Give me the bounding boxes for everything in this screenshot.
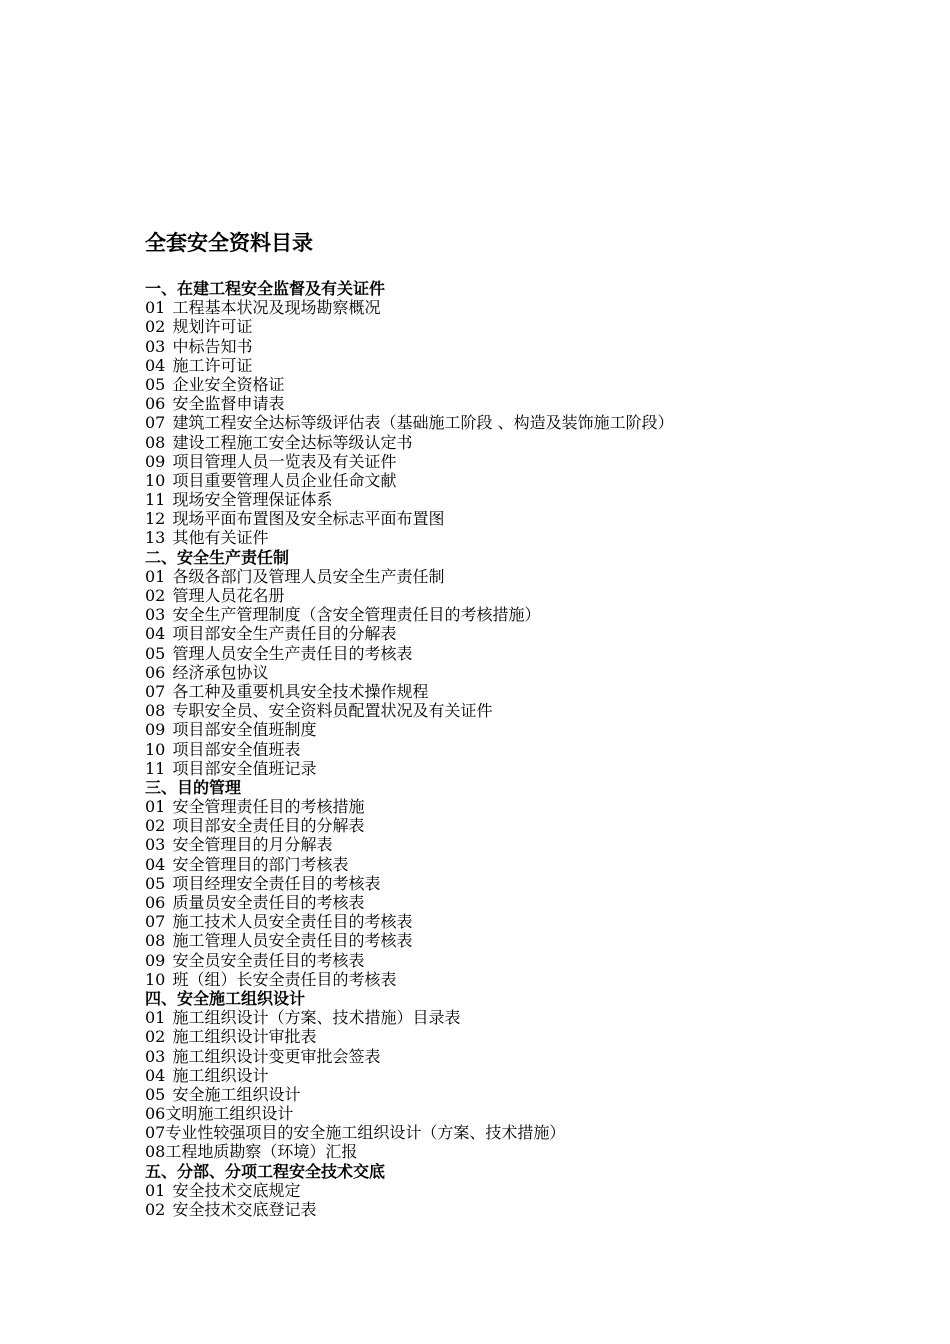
list-item	[145, 433, 905, 452]
item-number: 01	[145, 797, 166, 817]
item-number: 03	[145, 336, 166, 356]
list-item	[145, 874, 905, 893]
item-number: 03	[145, 1046, 166, 1066]
item-text: 安全生产管理制度（含安全管理责任目的考核措施）	[172, 605, 541, 625]
item-number: 05	[145, 643, 166, 663]
item-text: 质量员安全责任目的考核表	[172, 893, 365, 912]
list-item	[145, 663, 905, 682]
section-heading: 一、在建工程安全监督及有关证件	[145, 279, 386, 298]
item-text: 项目部安全值班表	[172, 739, 301, 759]
item-number: 04	[145, 1065, 166, 1085]
item-text: 专业性较强项目的安全施工组织设计（方案、技术措施）	[165, 1123, 566, 1143]
toc-section	[145, 279, 905, 548]
item-number: 12	[145, 509, 166, 529]
item-number: 03	[145, 835, 166, 855]
toc-section	[145, 1162, 905, 1220]
item-text: 管理人员安全生产责任目的考核表	[172, 643, 413, 663]
item-text: 安全技术交底规定	[172, 1180, 301, 1200]
item-text: 项目部安全责任目的分解表	[172, 816, 365, 836]
item-number: 01	[145, 298, 166, 318]
item-number: 01	[145, 1008, 166, 1028]
list-item	[145, 452, 905, 471]
item-text: 项目经理安全责任目的考核表	[172, 873, 381, 893]
list-item	[145, 797, 905, 816]
item-text: 安全技术交底登记表	[172, 1200, 317, 1219]
item-number: 07	[145, 681, 166, 701]
item-number: 10	[145, 470, 166, 490]
item-text: 建筑工程安全达标等级评估表（基础施工阶段 、构造及装饰施工阶段）	[172, 413, 674, 433]
item-text: 施工组织设计变更审批会签表	[172, 1046, 381, 1066]
section-heading: 三、目的管理	[145, 777, 242, 797]
item-text: 经济承包协议	[172, 662, 269, 682]
list-item	[145, 720, 905, 739]
item-text: 项目部安全值班记录	[172, 758, 317, 778]
item-number: 06	[145, 893, 166, 912]
item-text: 各级各部门及管理人员安全生产责任制	[172, 566, 445, 586]
item-number: 02	[145, 1027, 166, 1047]
list-item	[145, 624, 905, 643]
item-number: 04	[145, 355, 166, 375]
item-text: 现场安全管理保证体系	[172, 490, 333, 510]
item-text: 安全施工组织设计	[172, 1084, 301, 1104]
item-text: 安全管理目的月分解表	[172, 835, 333, 855]
list-item	[145, 759, 905, 778]
list-item	[145, 528, 905, 547]
item-text: 工程地质勘察（环境）汇报	[165, 1142, 358, 1162]
list-item	[145, 394, 905, 413]
list-item	[145, 413, 905, 432]
item-text: 工程基本状况及现场勘察概况	[172, 298, 381, 318]
item-text: 项目部安全生产责任目的分解表	[172, 624, 397, 644]
section-heading: 四、安全施工组织设计	[145, 988, 306, 1008]
item-text: 班（组）长安全责任目的考核表	[172, 969, 397, 989]
item-text: 各工种及重要机具安全技术操作规程	[172, 681, 429, 701]
item-text: 建设工程施工安全达标等级认定书	[172, 432, 413, 452]
item-number: 01	[145, 566, 166, 586]
item-text: 施工管理人员安全责任目的考核表	[172, 931, 413, 951]
item-number: 08	[145, 1142, 166, 1162]
list-item	[145, 1181, 905, 1200]
document-page	[145, 229, 905, 1219]
list-item	[145, 509, 905, 528]
item-number: 09	[145, 950, 166, 970]
item-text: 安全管理目的部门考核表	[172, 854, 349, 874]
item-number: 13	[145, 528, 166, 548]
item-number: 05	[145, 1084, 166, 1104]
list-item	[145, 317, 905, 336]
item-number: 06	[145, 394, 166, 414]
toc-section	[145, 989, 905, 1162]
item-number: 02	[145, 586, 166, 605]
section-heading: 五、分部、分项工程安全技术交底	[145, 1161, 386, 1181]
item-number: 08	[145, 931, 166, 951]
list-item	[145, 1085, 905, 1104]
list-item	[145, 970, 905, 989]
list-item	[145, 1047, 905, 1066]
item-number: 04	[145, 624, 166, 644]
document-title: 全套安全资料目录	[145, 231, 313, 255]
item-text: 项目重要管理人员企业任命文献	[172, 470, 397, 490]
item-number: 09	[145, 720, 166, 740]
list-item	[145, 471, 905, 490]
list-item	[145, 375, 905, 394]
list-item	[145, 1200, 905, 1219]
item-text: 企业安全资格证	[172, 374, 285, 394]
item-number: 05	[145, 873, 166, 893]
list-item	[145, 1027, 905, 1046]
item-text: 施工组织设计（方案、技术措施）目录表	[172, 1008, 461, 1028]
item-number: 10	[145, 969, 166, 989]
item-number: 07	[145, 413, 166, 433]
toc-section	[145, 778, 905, 989]
item-text: 施工组织设计	[172, 1065, 269, 1085]
list-item	[145, 816, 905, 835]
item-number: 02	[145, 816, 166, 836]
list-item	[145, 740, 905, 759]
list-item	[145, 567, 905, 586]
item-number: 09	[145, 451, 166, 471]
list-item	[145, 1104, 905, 1123]
list-item	[145, 1066, 905, 1085]
list-item	[145, 586, 905, 605]
item-text: 安全监督申请表	[172, 394, 285, 414]
item-number: 07	[145, 912, 166, 932]
item-number: 10	[145, 739, 166, 759]
list-item	[145, 337, 905, 356]
item-number: 04	[145, 854, 166, 874]
list-item	[145, 644, 905, 663]
item-text: 施工许可证	[172, 355, 253, 375]
list-item	[145, 931, 905, 950]
item-number: 05	[145, 374, 166, 394]
item-number: 07	[145, 1123, 166, 1143]
list-item	[145, 298, 905, 317]
list-item	[145, 1142, 905, 1161]
item-text: 安全管理责任目的考核措施	[172, 797, 365, 817]
table-of-contents	[145, 279, 905, 1219]
item-number: 08	[145, 432, 166, 452]
item-number: 11	[145, 758, 166, 778]
item-text: 规划许可证	[172, 317, 253, 337]
item-number: 11	[145, 490, 166, 510]
list-item	[145, 951, 905, 970]
item-text: 施工组织设计审批表	[172, 1027, 317, 1047]
list-item	[145, 893, 905, 912]
list-item	[145, 855, 905, 874]
item-text: 施工技术人员安全责任目的考核表	[172, 912, 413, 932]
list-item	[145, 490, 905, 509]
item-number: 02	[145, 317, 166, 337]
item-text: 其他有关证件	[172, 528, 269, 548]
list-item	[145, 1008, 905, 1027]
section-heading: 二、安全生产责任制	[145, 547, 290, 567]
item-text: 项目管理人员一览表及有关证件	[172, 451, 397, 471]
item-text: 项目部安全值班制度	[172, 720, 317, 740]
item-text: 安全员安全责任目的考核表	[172, 950, 365, 970]
list-item	[145, 682, 905, 701]
list-item	[145, 701, 905, 720]
toc-section	[145, 548, 905, 778]
item-text: 专职安全员、安全资料员配置状况及有关证件	[172, 701, 493, 721]
item-number: 02	[145, 1200, 166, 1219]
list-item	[145, 605, 905, 624]
item-text: 管理人员花名册	[172, 586, 285, 605]
list-item	[145, 1123, 905, 1142]
item-number: 01	[145, 1180, 166, 1200]
item-number: 06	[145, 1104, 166, 1124]
item-number: 03	[145, 605, 166, 625]
item-text: 现场平面布置图及安全标志平面布置图	[172, 509, 445, 529]
list-item	[145, 356, 905, 375]
list-item	[145, 835, 905, 854]
item-text: 文明施工组织设计	[165, 1104, 294, 1124]
item-number: 08	[145, 701, 166, 721]
item-number: 06	[145, 662, 166, 682]
item-text: 中标告知书	[172, 336, 253, 356]
list-item	[145, 912, 905, 931]
